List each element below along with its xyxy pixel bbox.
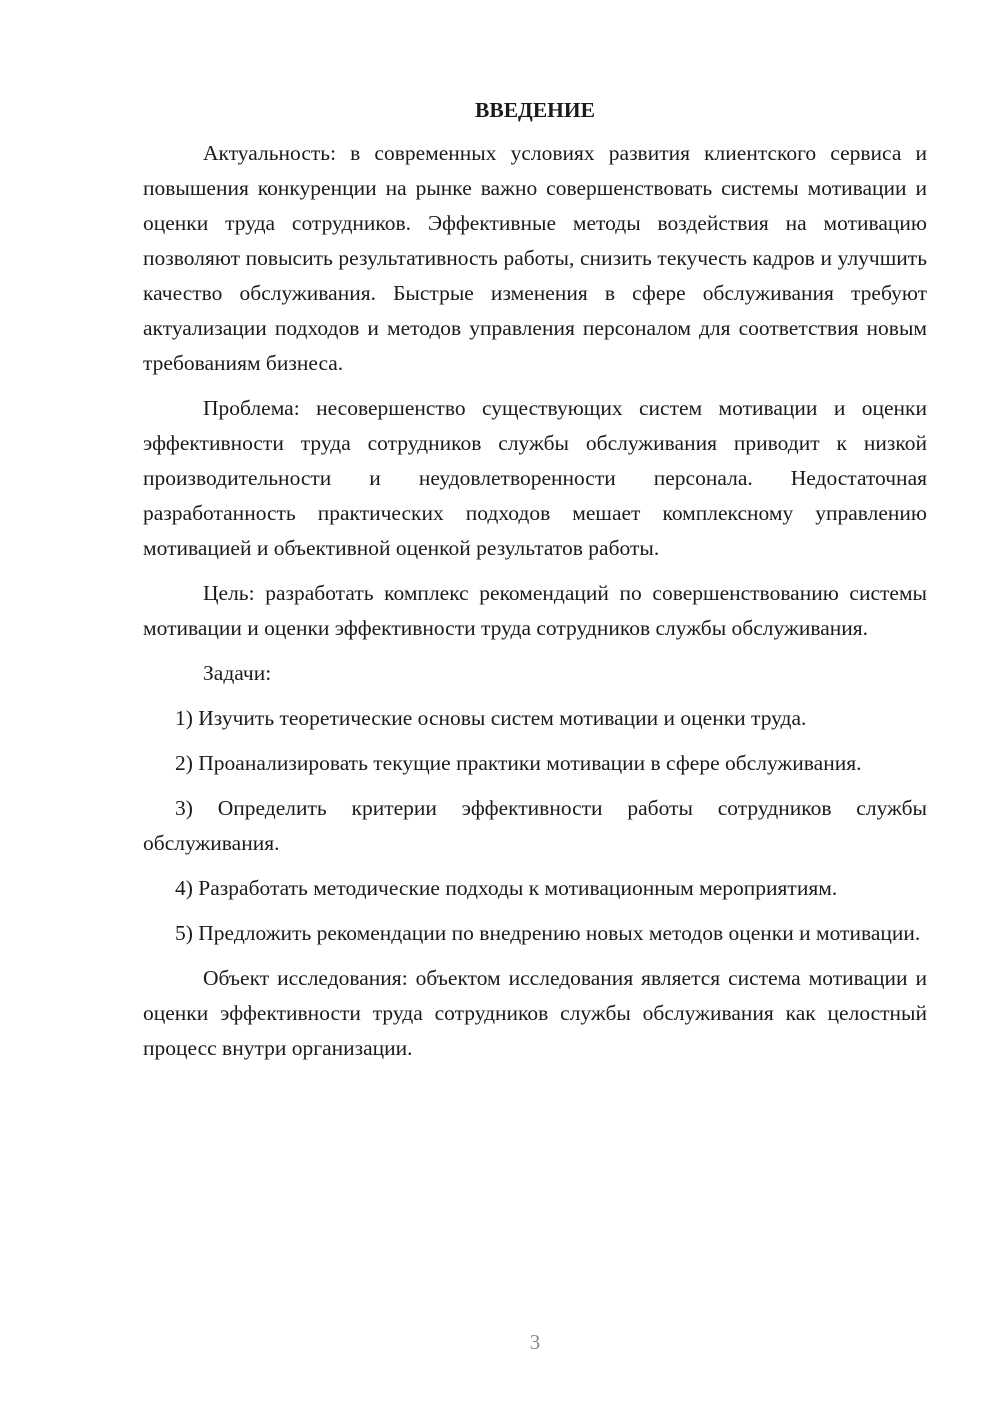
task-item-2: 2) Проанализировать текущие практики мотивации в сфере обслуживания. xyxy=(175,751,862,775)
page-number: 3 xyxy=(529,1330,541,1354)
tasks-label: Задачи: xyxy=(203,661,272,685)
paragraph-object: Объект исследования: объектом исследования является система мотивации и оценки эффективности труда сотрудников службы обслуживания как целостный процесс внутри организации. xyxy=(143,966,927,1060)
task-item-4: 4) Разработать методические подходы к мотивационным мероприятиям. xyxy=(175,876,838,900)
paragraph-goal: Цель: разработать комплекс рекомендаций по совершенствованию системы мотивации и оценки эффективности труда сотрудников службы обслуживания. xyxy=(143,581,927,640)
paragraph-problem: Проблема: несовершенство существующих систем мотивации и оценки эффективности труда сотрудников службы обслуживания приводит к низкой производительности и неудовлетворенности персонала. Недостаточная разработанность практических подходов мешает комплексному управлению мотивацией и объективной оценкой результатов работы. xyxy=(143,396,927,560)
task-item-5: 5) Предложить рекомендации по внедрению новых методов оценки и мотивации. xyxy=(175,921,921,945)
page-content xyxy=(143,90,927,1076)
paragraph-relevance: Актуальность: в современных условиях развития клиентского сервиса и повышения конкуренции на рынке важно совершенствовать системы мотивации и оценки труда сотрудников. Эффективные методы воздействия на мотивацию позволяют повысить результативность работы, снизить текучесть кадров и улучшить качество обслуживания. Быстрые изменения в сфере обслуживания требуют актуализации подходов и методов управления персоналом для соответствия новым требованиям бизнеса. xyxy=(143,141,927,375)
task-item-3: 3) Определить критерии эффективности работы сотрудников службы обслуживания. xyxy=(143,796,927,855)
task-item-1: 1) Изучить теоретические основы систем мотивации и оценки труда. xyxy=(175,706,807,730)
page-heading: ВВЕДЕНИЕ xyxy=(475,98,595,122)
